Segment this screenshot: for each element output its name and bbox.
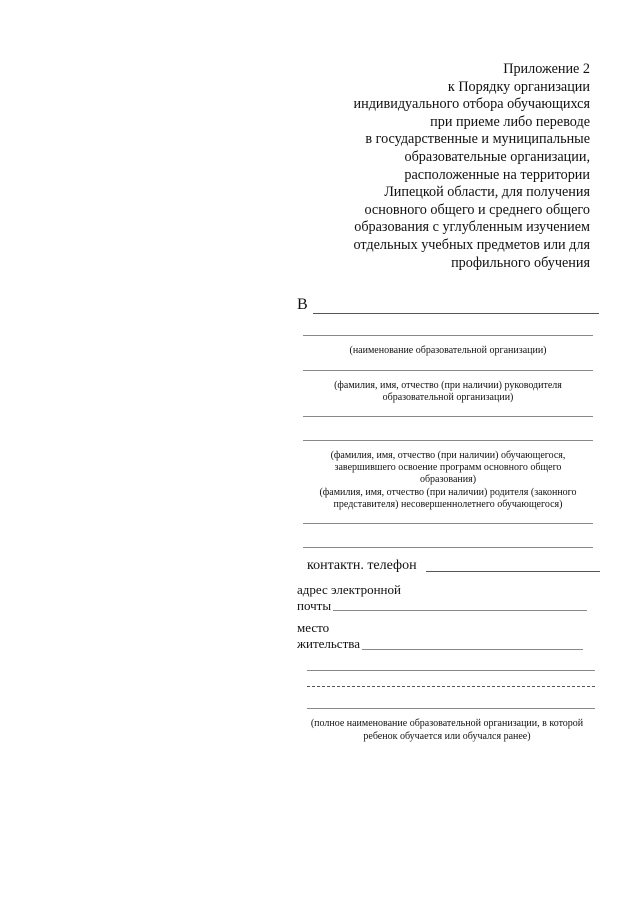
caption-prev-org-2: ребенок обучается или обучался ранее) xyxy=(363,731,531,742)
header-line: отдельных учебных предметов или для xyxy=(353,236,590,253)
caption-director-2: образовательной организации) xyxy=(382,392,514,403)
appendix-header xyxy=(300,61,590,272)
header-line: индивидуального отбора обучающихся xyxy=(353,96,590,113)
header-line: Приложение 2 xyxy=(503,61,590,77)
email-label-1: адрес электронной xyxy=(297,582,401,597)
header-line: расположенные на территории xyxy=(404,166,590,183)
prev-org-line-3[interactable] xyxy=(307,708,595,709)
caption-parent-2: представителя) несовершеннолетнего обучающегося) xyxy=(333,499,563,510)
caption-student-1: (фамилия, имя, отчество (при наличии) обучающегося, xyxy=(330,450,566,461)
director-name-line[interactable] xyxy=(303,370,593,371)
phone-label: контактн. телефон xyxy=(307,558,417,573)
parent-name-line-1[interactable] xyxy=(303,523,593,524)
header-line: к Порядку организации xyxy=(447,78,590,95)
org-name-line-2[interactable] xyxy=(303,335,593,336)
address-label-2: жительства xyxy=(297,636,360,651)
email-label-2: почты xyxy=(297,598,332,613)
student-name-line-2[interactable] xyxy=(303,440,593,441)
caption-org-name: (наименование образовательной организации) xyxy=(349,345,547,356)
caption-student-3: образования) xyxy=(419,474,477,485)
parent-name-line-2[interactable] xyxy=(303,547,593,548)
address-input-line[interactable] xyxy=(362,649,583,650)
prev-org-line-2[interactable] xyxy=(307,686,595,687)
caption-director-1: (фамилия, имя, отчество (при наличии) руководителя xyxy=(334,380,562,391)
header-line: профильного обучения xyxy=(451,254,590,271)
header-line: в государственные и муниципальные xyxy=(365,131,590,148)
header-line: Липецкой области, для получения xyxy=(384,184,590,201)
header-line: основного общего и среднего общего xyxy=(364,201,590,218)
header-line: образования с углубленным изучением xyxy=(354,219,590,236)
prev-org-line-1[interactable] xyxy=(307,670,595,671)
to-prefix: В xyxy=(297,296,308,313)
caption-parent-1: (фамилия, имя, отчество (при наличии) родителя (законного xyxy=(319,487,577,498)
student-name-line-1[interactable] xyxy=(303,416,593,417)
header-line: при приеме либо переводе xyxy=(430,113,590,130)
caption-student-2: завершившего освоение программ основного общего xyxy=(334,462,562,473)
caption-prev-org-1: (полное наименование образовательной организации, в которой xyxy=(310,718,584,729)
address-label-1: место xyxy=(297,620,330,635)
phone-input-line[interactable] xyxy=(426,571,600,572)
org-name-line-1[interactable] xyxy=(313,313,599,314)
header-line: образовательные организации, xyxy=(404,148,590,165)
email-input-line[interactable] xyxy=(333,610,587,611)
